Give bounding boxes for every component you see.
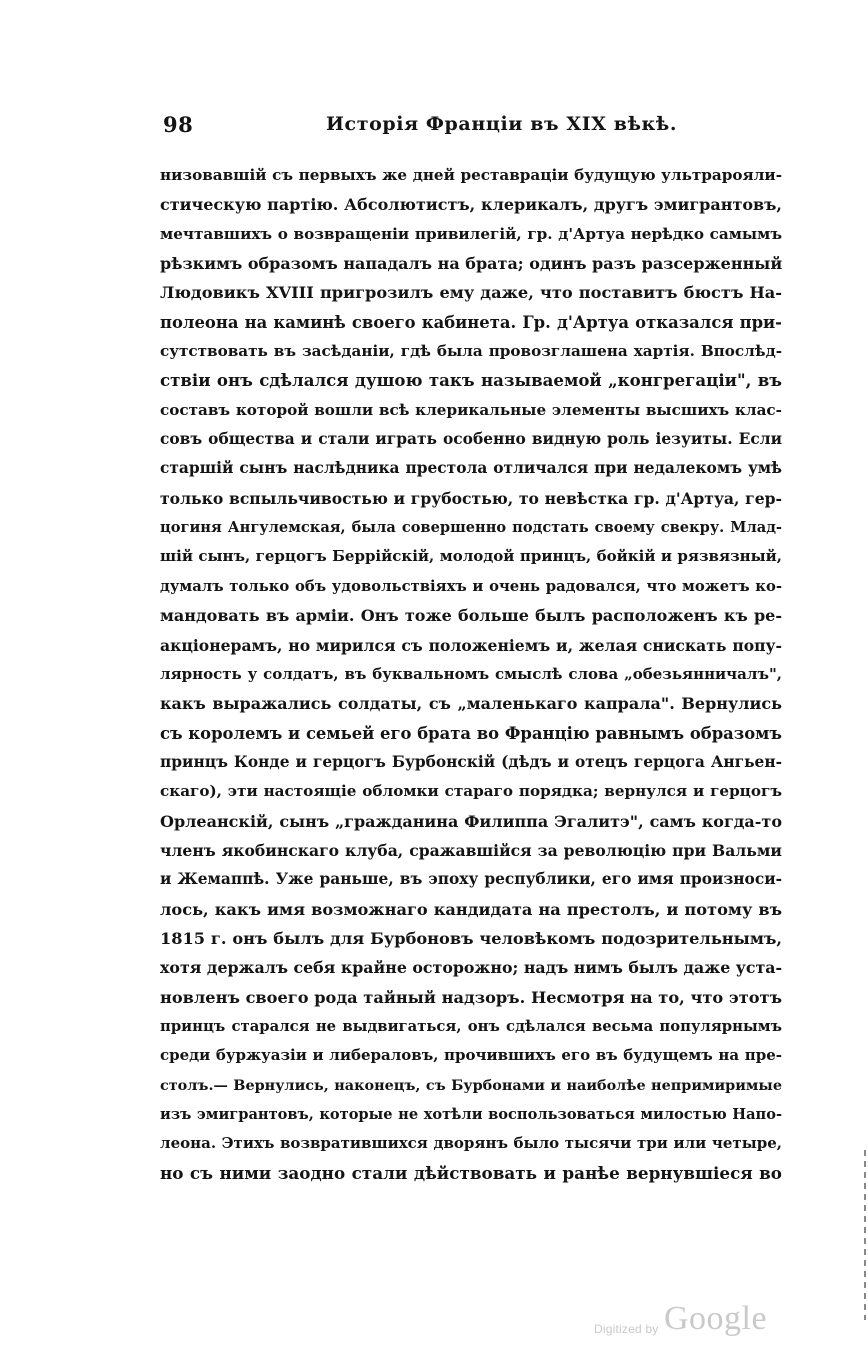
text-line: и Жемаппѣ. Уже раньше, въ эпоху республики, его имя произноси- [160,870,782,889]
text-line: Людовикъ XVIII пригрозилъ ему даже, что поставитъ бюстъ На- [160,283,782,303]
page-number: 98 [163,112,194,137]
text-line: принцъ старался не выдвигаться, онъ сдѣлался весьма популярнымъ [160,1017,782,1035]
text-line: рѣзкимъ образомъ нападалъ на брата; одинъ разъ разсерженный [160,254,782,274]
text-line: лось, какъ имя возможнаго кандидата на престолъ, и потому въ [160,899,782,919]
text-line: столъ.— Вернулись, наконецъ, съ Бурбонами и наиболѣе непримиримые [160,1076,782,1094]
text-line: хотя держалъ себя крайне осторожно; надъ нимъ былъ даже уста- [160,958,782,978]
watermark-digitized-by: Digitized by [594,1322,659,1336]
text-line: членъ якобинскаго клуба, сражавшійся за революцію при Вальми [160,840,782,860]
text-line: акціонерамъ, но мирился съ положеніемъ и, желая снискать попу- [160,635,782,655]
text-line: старшій сынъ наслѣдника престола отличался при недалекомъ умѣ [160,459,782,478]
text-line: леона. Этихъ возвратившихся дворянъ было тысячи три или четыре, [160,1134,782,1153]
text-line: какъ выражались солдаты, съ „маленькаго капрала". Вернулись [160,694,782,714]
running-title: Исторія Франціи въ XIX вѣкѣ. [326,113,678,135]
text-line: ствіи онъ сдѣлался душою такъ называемой „конгрегаціи", въ [160,370,782,391]
text-line: съ королемъ и семьей его брата во Францію равнымъ образомъ [160,723,782,743]
text-line: мечтавшихъ о возвращеніи привилегій, гр. д'Артуа нерѣдко самымъ [160,224,782,243]
text-line: новленъ своего рода тайный надзоръ. Несмотря на то, что этотъ [160,987,782,1007]
page-header [163,112,783,142]
text-line: составъ которой вошли всѣ клерикальные элементы высшихъ клас- [160,400,782,419]
text-line: но съ ними заодно стали дѣйствовать и ранѣе вернувшіеся во [160,1162,782,1183]
text-line: сутствовать въ засѣданіи, гдѣ была провозглашена хартія. Впослѣд- [160,342,782,361]
text-line: Орлеанскій, сынъ „гражданина Филиппа Эгалитэ", самъ когда-то [160,811,782,831]
scan-edge-artifact [864,1150,866,1320]
text-line: низовавшій съ первыхъ же дней реставраціи будущую ультрарояли- [160,166,782,184]
text-line: только вспыльчивостью и грубостью, то невѣстка гр. д'Артуа, гер- [160,488,782,508]
text-line: шій сынъ, герцогъ Беррійскій, молодой принцъ, бойкій и рязвязный, [160,547,782,566]
text-line: полеона на каминѣ своего кабинета. Гр. д'Артуа отказался при- [160,312,782,332]
text-line: думалъ только объ удовольствіяхъ и очень радовался, что можетъ ко- [160,577,782,595]
watermark-google-logo: Google [664,1300,768,1337]
text-line: лярность у солдатъ, въ буквальномъ смыслѣ слова „обезьянничалъ", [160,664,782,683]
text-line: совъ общества и стали играть особенно видную роль іезуиты. Если [160,430,782,449]
text-line: 1815 г. онъ былъ для Бурбоновъ человѣкомъ подозрительнымъ, [160,928,782,948]
text-line: среди буржуазіи и либераловъ, прочившихъ его въ будущемъ на пре- [160,1046,782,1065]
text-line: стическую партію. Абсолютистъ, клерикалъ, другъ эмигрантовъ, [160,195,782,215]
body-text [160,161,782,1188]
text-line: цогиня Ангулемская, была совершенно подстать своему свекру. Млад- [160,519,782,537]
text-line: принцъ Конде и герцогъ Бурбонскій (дѣдъ и отецъ герцога Ангьен- [160,752,782,771]
text-line: скаго), эти настоящіе обломки стараго порядка; вернулся и герцогъ [160,782,782,801]
text-line: мандовать въ арміи. Онъ тоже больше былъ расположенъ къ ре- [160,606,782,626]
text-line: изъ эмигрантовъ, которые не хотѣли воспользоваться милостью Напо- [160,1106,782,1123]
digitized-watermark [594,1300,794,1350]
